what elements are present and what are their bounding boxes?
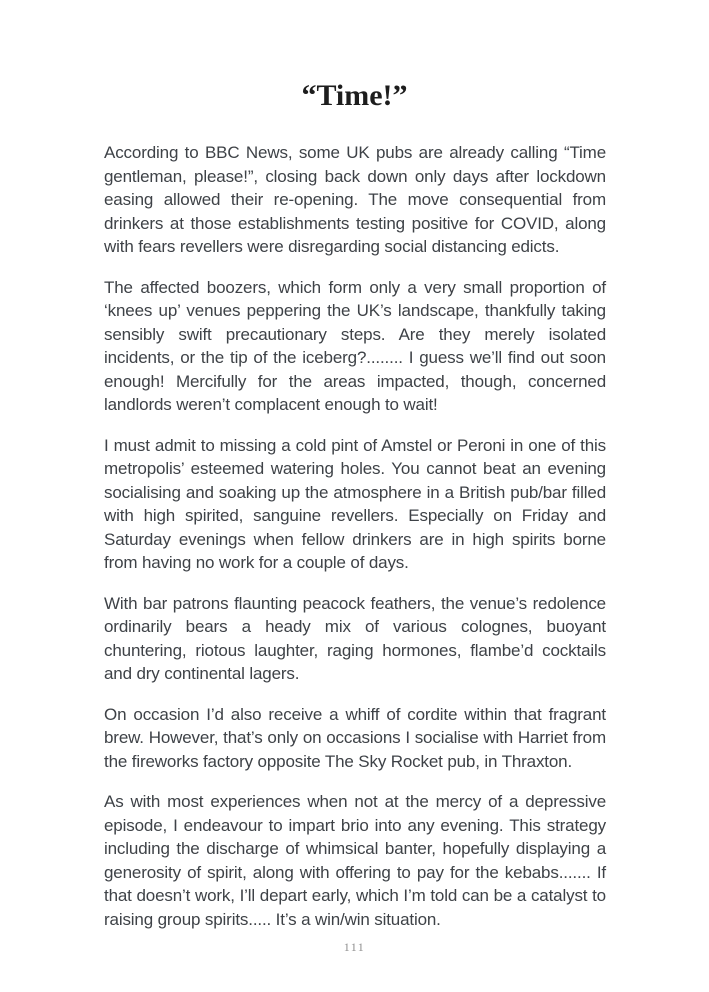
- paragraph-2: The affected boozers, which form only a very small proportion of ‘knees up’ venues peppering the UK’s landscape, thankfully taking sensibly swift precautionary steps. Are they merely isolated incidents, or the tip of the iceberg?........ I guess we’ll find out soon enough! Mercifully for the areas impacted, though, concerned landlords weren’t complacent enough to wait!: [104, 277, 606, 414]
- page-title: “Time!”: [301, 79, 408, 112]
- paragraph-1: According to BBC News, some UK pubs are already calling “Time gentleman, please!”, closing back down only days after lockdown easing allowed their re-opening. The move consequential from drinkers at those establishments testing positive for COVID, along with fears revellers were disregarding social distancing edicts.: [104, 143, 606, 256]
- document-body: [104, 141, 606, 948]
- paragraph-3: I must admit to missing a cold pint of Amstel or Peroni in one of this metropolis’ esteemed watering holes. You cannot beat an evening socialising and soaking up the atmosphere in a British pub/bar filled with high spirited, sanguine revellers. Especially on Friday and Saturday evenings when fellow drinkers are in high spirits borne from having no work for a couple of days.: [104, 435, 606, 572]
- paragraph-4: With bar patrons flaunting peacock feathers, the venue’s redolence ordinarily bears a heady mix of various colognes, buoyant chuntering, riotous laughter, raging hormones, flambe’d cocktails and dry continental lagers.: [104, 593, 606, 683]
- paragraph-6: As with most experiences when not at the mercy of a depressive episode, I endeavour to impart brio into any evening. This strategy including the discharge of whimsical banter, hopefully displaying a generosity of spirit, along with offering to pay for the kebabs....... If that doesn’t work, I’ll depart early, which I’m told can be a catalyst to raising group spirits..... It’s a win/win situation.: [104, 792, 606, 929]
- page-number: 111: [343, 940, 366, 954]
- paragraph-5: On occasion I’d also receive a whiff of cordite within that fragrant brew. However, that’s only on occasions I socialise with Harriet from the fireworks factory opposite The Sky Rocket pub, in Thraxton.: [104, 704, 606, 771]
